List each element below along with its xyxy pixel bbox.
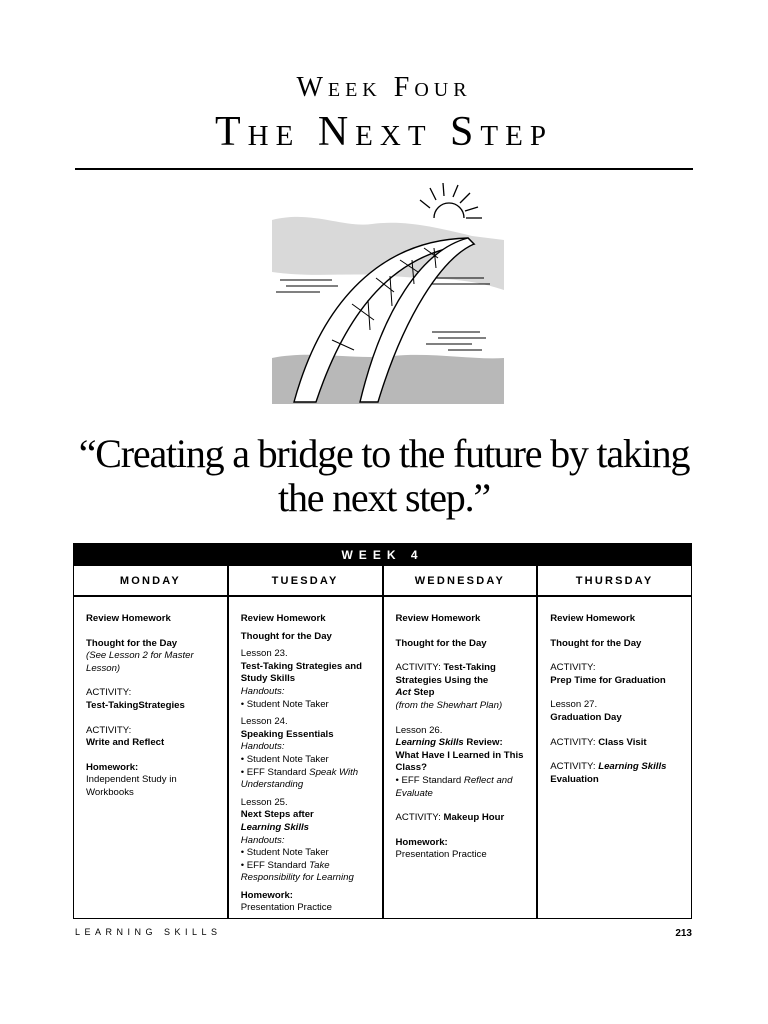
- agenda-line: (See Lesson 2 for Master Lesson): [86, 650, 194, 674]
- agenda-line: Learning Skills Review: What Have I Learned in This Class?: [395, 737, 524, 774]
- agenda-line: Lesson 24.: [240, 716, 288, 728]
- agenda-line: • Student Note Taker: [240, 698, 329, 710]
- agenda-line: Next Steps after: [240, 809, 314, 821]
- agenda-line: ACTIVITY: Learning Skills Evaluation: [550, 761, 667, 785]
- week-kicker: Week Four: [296, 72, 472, 103]
- day-agenda: [538, 597, 691, 786]
- agenda-line: Learning Skills: [240, 821, 309, 833]
- agenda-line: Write and Reflect: [86, 737, 165, 749]
- footer-book-title: LEARNING SKILLS: [75, 927, 222, 937]
- agenda-line: Test-TakingStrategies: [86, 699, 185, 711]
- agenda-line: Review Homework: [240, 613, 326, 624]
- agenda-line: Lesson 25.: [240, 796, 288, 808]
- agenda-line: Independent Study in Workbooks: [86, 774, 177, 798]
- agenda-line: Homework:: [86, 761, 139, 773]
- agenda-line: ACTIVITY:: [86, 687, 132, 699]
- agenda-line: Lesson 27.: [550, 699, 598, 711]
- agenda-line: (from the Shewhart Plan): [395, 699, 503, 711]
- day-agenda: [74, 597, 227, 800]
- day-header: THURSDAY: [538, 566, 691, 597]
- day-column-tuesday: [229, 566, 384, 918]
- agenda-line: ACTIVITY: Makeup Hour: [395, 812, 505, 824]
- title-divider: [75, 168, 693, 170]
- agenda-line: ACTIVITY:: [86, 724, 132, 736]
- page-number: 213: [675, 928, 692, 939]
- agenda-line: Presentation Practice: [395, 849, 487, 861]
- featured-quote: “Creating a bridge to the future by taking the next step.”: [78, 431, 690, 520]
- day-column-wednesday: [384, 566, 539, 918]
- agenda-line: • Student Note Taker: [240, 753, 329, 765]
- agenda-line: Lesson 23.: [240, 648, 288, 660]
- day-header: MONDAY: [74, 566, 227, 597]
- agenda-line: Speaking Essentials: [240, 728, 334, 740]
- agenda-line: Test-Taking Strategies and Study Skills: [240, 660, 362, 685]
- agenda-line: Handouts:: [240, 741, 285, 753]
- day-column-thursday: [538, 566, 691, 918]
- agenda-line: • Student Note Taker: [240, 847, 329, 859]
- agenda-line: • EFF Standard Speak With Understanding: [240, 766, 359, 791]
- week-schedule-table: [73, 543, 692, 919]
- agenda-line: Thought for the Day: [395, 637, 487, 649]
- agenda-line: • EFF Standard Take Responsibility for Learning: [240, 859, 354, 884]
- agenda-line: Prep Time for Graduation: [550, 674, 666, 686]
- agenda-line: Handouts:: [240, 834, 285, 846]
- agenda-line: Graduation Day: [550, 711, 622, 723]
- agenda-line: Thought for the Day: [86, 637, 178, 649]
- day-header: TUESDAY: [229, 566, 382, 597]
- agenda-line: Presentation Practice: [240, 902, 332, 914]
- page-title: The Next Step: [215, 109, 553, 155]
- agenda-line: Handouts:: [240, 685, 285, 697]
- day-agenda: [229, 597, 382, 915]
- agenda-line: Thought for the Day: [240, 630, 332, 642]
- day-header: WEDNESDAY: [384, 566, 537, 597]
- day-agenda: [384, 597, 537, 862]
- agenda-line: Review Homework: [395, 613, 481, 624]
- agenda-line: Review Homework: [86, 613, 171, 624]
- agenda-line: • EFF Standard Reflect and Evaluate: [395, 774, 513, 799]
- week-header-bar: WEEK 4: [74, 544, 691, 566]
- bridge-illustration: [272, 180, 504, 404]
- agenda-line: ACTIVITY:: [550, 662, 596, 674]
- agenda-line: Homework:: [240, 889, 293, 901]
- day-column-monday: [74, 566, 229, 918]
- agenda-line: Act Step: [395, 687, 435, 699]
- agenda-line: Thought for the Day: [550, 637, 642, 649]
- agenda-line: Homework:: [395, 836, 448, 848]
- agenda-line: Lesson 26.: [395, 724, 443, 736]
- agenda-line: ACTIVITY: Test-Taking Strategies Using the: [395, 662, 496, 686]
- agenda-line: Review Homework: [550, 613, 636, 624]
- agenda-line: ACTIVITY: Class Visit: [550, 736, 647, 748]
